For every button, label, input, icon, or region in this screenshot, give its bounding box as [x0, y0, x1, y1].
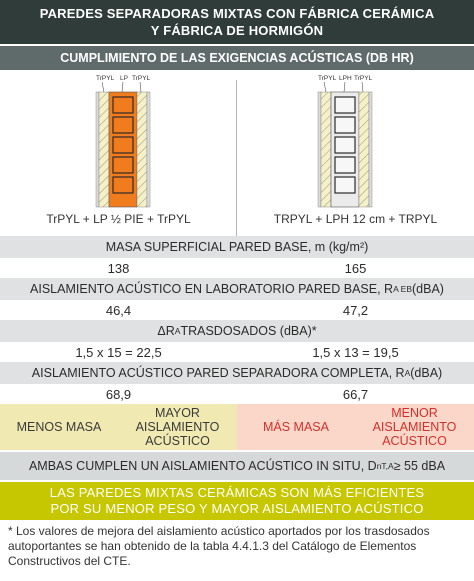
left-wall-caption: TrPYL + LP ½ PIE + TrPYL: [46, 212, 191, 226]
conclusion-sub: nT,A: [376, 461, 394, 471]
masa-value-left: 138: [107, 260, 130, 276]
masa-header: [0, 236, 474, 258]
main-title: [0, 0, 474, 44]
complete-value-left: 68,9: [105, 386, 132, 402]
masa-values-row: [0, 258, 474, 278]
conclusion-value: ≥ 55 dBA: [393, 459, 446, 473]
lab-header: [0, 278, 474, 300]
complete-header-unit: (dBA): [410, 366, 443, 380]
left-label-2: LP: [120, 75, 128, 82]
delta-values-row: [0, 342, 474, 362]
lab-values-row: [0, 300, 474, 320]
main-title-line1: PAREDES SEPARADORAS MIXTAS CON FÁBRICA CERÁMICA: [39, 6, 435, 21]
right-wall-caption: TRPYL + LPH 12 cm + TRPYL: [273, 212, 438, 226]
highlight-bar: [0, 482, 474, 520]
conclusion-bar: [0, 452, 474, 480]
summary-less-mass: MENOS MASA: [0, 404, 118, 450]
right-label-2: LPH: [339, 75, 352, 82]
delta-header-text: ΔR: [157, 324, 175, 338]
highlight-line1: LAS PAREDES MIXTAS CERÁMICAS SON MÁS EFICIENTES: [49, 485, 425, 500]
lab-value-left: 46,4: [105, 302, 132, 318]
delta-header-sub: A: [174, 326, 181, 336]
complete-value-right: 66,7: [342, 386, 369, 402]
right-label-3: TrPYL: [354, 75, 373, 82]
delta-value-left: 1,5 x 15 = 22,5: [75, 344, 162, 360]
right-label-1: TrPYL: [318, 75, 337, 82]
summary-more-mass: MÁS MASA: [237, 404, 355, 450]
lab-header-sub: A EB: [393, 284, 412, 294]
lab-header-unit: (dBA): [412, 282, 444, 296]
left-wall-diagram: [96, 75, 151, 207]
highlight-line2: POR SU MENOR PESO Y MAYOR AISLAMIENTO ACÚSTICO: [50, 501, 424, 516]
lab-value-right: 47,2: [342, 302, 369, 318]
right-wall-diagram: [318, 75, 373, 207]
masa-header-text: MASA SUPERFICIAL PARED BASE, m (kg/m²): [105, 240, 369, 254]
lab-header-text: AISLAMIENTO ACÚSTICO EN LABORATORIO PARED BASE, R: [30, 282, 394, 296]
complete-header-sub: A: [404, 368, 411, 378]
masa-value-right: 165: [344, 260, 367, 276]
delta-header-unit: TRASDOSADOS (dBA)*: [180, 324, 317, 338]
summary-more-insulation: MAYOR AISLAMIENTO ACÚSTICO: [118, 404, 237, 450]
delta-header: [0, 320, 474, 342]
conclusion-text: AMBAS CUMPLEN UN AISLAMIENTO ACÚSTICO IN SITU, D: [28, 459, 377, 473]
footnote: * Los valores de mejora del aislamiento acústico aportados por los trasdosados autoportantes se han obtenido de la tabla 4.4.1.3 del Catálogo de Elementos Constructivos del CTE.: [8, 524, 430, 568]
left-label-3: TrPYL: [132, 75, 151, 82]
complete-values-row: [0, 384, 474, 404]
complete-header: [0, 362, 474, 384]
complete-header-text: AISLAMIENTO ACÚSTICO PARED SEPARADORA COMPLETA, R: [31, 366, 405, 380]
main-title-line2: Y FÁBRICA DE HORMIGÓN: [150, 23, 324, 38]
delta-value-right: 1,5 x 13 = 19,5: [312, 344, 399, 360]
subtitle: CUMPLIMIENTO DE LAS EXIGENCIAS ACÚSTICAS (DB HR): [0, 46, 474, 70]
summary-less-insulation: MENOR AISLAMIENTO ACÚSTICO: [355, 404, 474, 450]
summary-row: [0, 404, 474, 450]
left-label-1: TrPYL: [96, 75, 115, 82]
